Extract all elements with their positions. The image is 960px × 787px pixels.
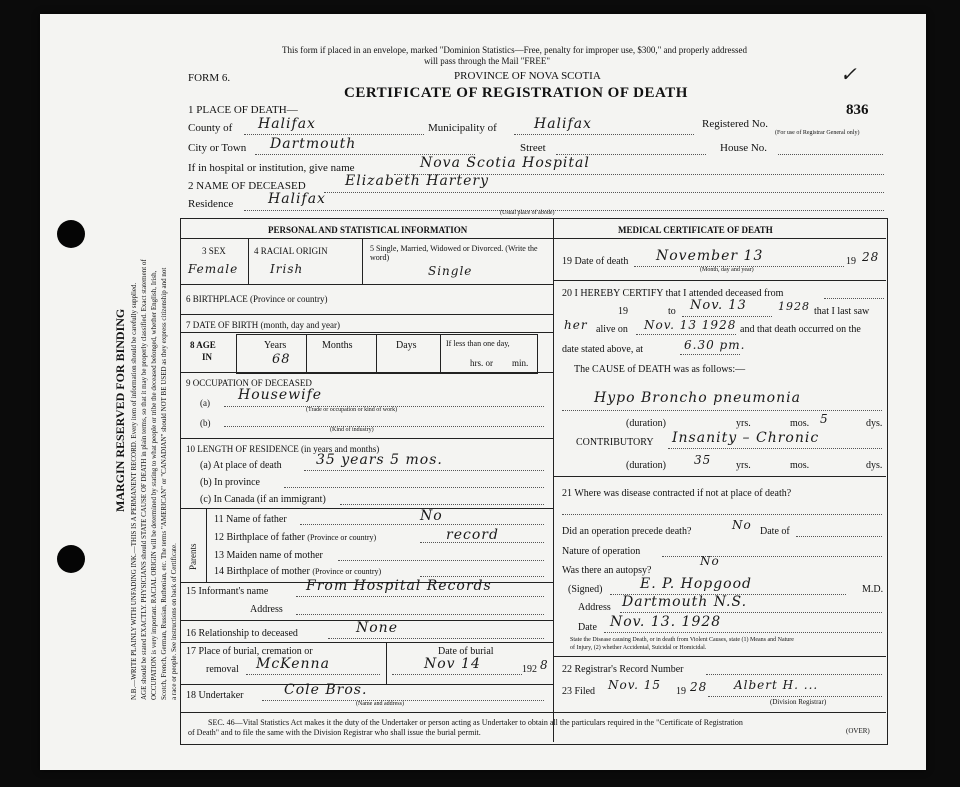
father-birthplace-label: 12 Birthplace of father (Province or country) [214,532,377,543]
city-value: Dartmouth [270,136,357,152]
personal-heading: PERSONAL AND STATISTICAL INFORMATION [268,225,468,235]
mos-label: mos. [790,418,810,429]
signed-label: (Signed) [568,584,603,595]
hospital-value: Nova Scotia Hospital [420,155,590,171]
registered-number: 836 [846,102,869,118]
to-year-value: 1928 [778,300,810,313]
marital-label: 5 Single, Married, Widowed or Divorced. (Write the word) [370,244,538,262]
in-province-label: (b) In province [200,477,260,488]
name-label: 2 NAME OF DECEASED [188,180,306,192]
sex-value: Female [188,262,239,276]
md-label: M.D. [862,584,884,595]
dys-label: dys. [866,460,883,471]
check-mark-icon: ✓ [840,62,858,86]
occupation-label: 9 OCCUPATION OF DECEASED [186,378,312,388]
registrar-record-label: 22 Registrar's Record Number [562,664,684,675]
months-label: Months [322,340,353,351]
margin-binding-label: MARGIN RESERVED FOR BINDING [113,308,127,512]
margin-instructions: Scotch, French, German, Russian, Ruthenian, etc. The terms "AMERICAN" or "CANADIAN" should NOT BE USED as they express citizenship and not [160,267,168,700]
mother-label: 13 Maiden name of mother [214,550,323,561]
relationship-value: None [356,620,398,636]
division-registrar-label: (Division Registrar) [770,698,827,706]
marital-value: Single [428,264,473,278]
dys-label: dys. [866,418,883,429]
age-label: 8 AGE [190,340,216,350]
father-birthplace-value: record [446,527,499,543]
registrar-signature: Albert H. ... [734,678,819,692]
over-label: (OVER) [846,727,870,735]
death-year-value: 28 [862,250,880,264]
to-label: to [668,306,676,317]
informant-label: 15 Informant's name [186,586,269,597]
at-place-value: 35 years 5 mos. [316,452,443,468]
removal-label: removal [206,664,239,675]
house-label: House No. [720,142,768,154]
last-saw-label: that I last saw [814,306,870,317]
operation-label: Did an operation precede death? [562,526,692,537]
parents-label: Parents [188,543,198,570]
undertaker-label: 18 Undertaker [186,690,244,701]
operation-value: No [732,518,752,532]
section-46-note: SEC. 46—Vital Statistics Act makes it the duty of the Undertaker or person acting as Undertaker to obtain all the particulars required in the "Certificate of Registration [208,718,743,727]
hospital-label: If in hospital or institution, give name [188,162,355,174]
date-stated-label: date stated above, at [562,344,644,355]
nature-operation-label: Nature of operation [562,546,641,557]
mother-birthplace-label: 14 Birthplace of mother (Province or country) [214,566,382,577]
burial-date-label: Date of burial [438,646,494,657]
contracted-label: 21 Where was disease contracted if not at place of death? [562,488,792,499]
registered-note: (For use of Registrar General only) [775,130,860,136]
mos-label: mos. [790,460,810,471]
min-label: min. [512,358,529,368]
death-date-value: November 13 [656,248,764,264]
informant-value: From Hospital Records [306,578,492,594]
father-value: No [420,508,443,524]
place-of-death-label: 1 PLACE OF DEATH— [188,104,298,116]
residence-value: Halifax [268,191,326,207]
relationship-label: 16 Relationship to deceased [186,628,298,639]
at-place-label: (a) At place of death [200,460,282,471]
county-value: Halifax [258,116,316,132]
days-label: Days [396,340,417,351]
cert-date-label: Date [578,622,597,633]
mail-notice: This form if placed in an envelope, marked "Dominion Statistics—Free, penalty for improper use, $300," and properly addressed [282,45,747,55]
burial-date-value: Nov 14 [424,656,481,672]
alive-on-label: alive on [596,324,628,335]
informant-address-label: Address [250,604,283,615]
to-date-value: Nov. 13 [690,298,747,313]
occ-b-label: (b) [200,418,211,428]
death-time-value: 6.30 pm. [684,338,746,352]
burial-place-label: 17 Place of burial, cremation or [186,646,313,657]
filed-year-value: 28 [690,680,708,694]
alive-date-value: Nov. 13 1928 [644,318,737,332]
cause-note: State the Disease causing Death, or in death from Violent Causes, state (1) Means and Nature [570,637,794,643]
racial-value: Irish [270,262,304,276]
province-title: PROVINCE OF NOVA SCOTIA [454,70,601,82]
birthplace-label: 6 BIRTHPLACE (Province or country) [186,294,328,304]
death-year-prefix: 19 [846,256,856,267]
residence-length-label: 10 LENGTH OF RESIDENCE (in years and months) [186,444,380,454]
occ-a-label: (a) [200,398,210,408]
cause-value: Hypo Broncho pneumonia [594,390,801,406]
street-label: Street [520,142,546,154]
sex-label: 3 SEX [202,246,226,256]
filed-date-value: Nov. 15 [608,678,661,692]
margin-instructions: AGE should be stated EXACTLY. PHYSICIANS should STATE CAUSE OF DEATH in plain terms, so that it may be properly classified. Exact statement of [140,259,148,700]
residence-note: (Usual place of abode) [500,210,555,216]
cause-label: The CAUSE of DEATH was as follows:— [574,364,746,375]
contributory-years-value: 35 [694,453,712,467]
yrs-label: yrs. [736,460,751,471]
cert-date-value: Nov. 13. 1928 [610,614,722,630]
city-label: City or Town [188,142,247,154]
death-date-hint: (Month, day and year) [700,267,754,273]
age-label-in: IN [202,352,213,362]
binding-hole [57,545,85,573]
municipality-label: Municipality of [428,122,497,134]
filed-label: 23 Filed [562,686,596,697]
burial-year-label: 192 [522,664,537,675]
burial-place-value: McKenna [256,656,330,672]
page-title: CERTIFICATE OF REGISTRATION OF DEATH [344,85,688,101]
occupation-value: Housewife [238,387,323,403]
yrs-label: yrs. [736,418,751,429]
undertaker-address-note: (Name and address) [356,701,404,707]
pronoun-value: her [564,318,588,332]
municipality-value: Halifax [534,116,592,132]
years-label: Years [264,340,287,351]
contributory-value: Insanity – Chronic [672,430,820,446]
physician-address-label: Address [578,602,611,613]
racial-label: 4 RACIAL ORIGIN [254,246,328,256]
hrs-label: hrs. or [470,358,493,368]
in-canada-label: (c) In Canada (if an immigrant) [200,494,326,505]
age-years-value: 68 [272,352,291,367]
county-label: County of [188,122,233,134]
medical-heading: MEDICAL CERTIFICATE OF DEATH [618,225,773,235]
occ-b-note: (Kind of industry) [330,427,374,433]
binding-hole [57,220,85,248]
less-than-day-label: If less than one day, [446,339,510,348]
occ-a-note: (Trade or occupation or kind of work) [306,407,398,413]
margin-instructions: OCCUPATION is very important. RACIAL ORIGIN will be determined by stating to what people or tribe the deceased belonged, whether English, Irish, [150,270,158,700]
physician-address-value: Dartmouth N.S. [622,594,748,610]
contributory-label: CONTRIBUTORY [576,437,654,448]
filed-year-prefix: 19 [676,686,686,697]
section-46-note: of Death" and to file the same with the Division Registrar who shall issue the burial permit. [188,728,481,737]
form-number: FORM 6. [188,72,231,84]
burial-year-value: 8 [540,658,549,672]
physician-signature: E. P. Hopgood [640,576,752,592]
autopsy-label: Was there an autopsy? [562,565,652,576]
margin-instructions: a race or people. See instructions on back of Certificate. [170,543,178,700]
certify-label: 20 I HEREBY CERTIFY that I attended deceased from [562,288,784,299]
residence-label: Residence [188,198,234,210]
operation-date-label: Date of [760,526,790,537]
cause-note: of Injury, (2) whether Accidental, Suicidal or Homicidal. [570,645,707,651]
from-year-prefix: 19 [618,306,628,317]
registered-label: Registered No. [702,118,768,130]
death-date-label: 19 Date of death [562,256,629,267]
father-label: 11 Name of father [214,514,287,525]
occurred-label: and that death occurred on the [740,324,861,335]
autopsy-value: No [700,554,720,568]
dob-label: 7 DATE OF BIRTH (month, day and year) [186,320,340,330]
mail-notice: will pass through the Mail "FREE" [424,56,551,66]
undertaker-value: Cole Bros. [284,682,368,698]
cause-days-value: 5 [820,412,829,426]
margin-instructions: N.B.—WRITE PLAINLY WITH UNFADING INK.—THIS IS A PERMANENT RECORD. Every item of information should be carefully supplied. [130,282,138,700]
duration-label: (duration) [626,418,666,429]
duration-label: (duration) [626,460,666,471]
deceased-name: Elizabeth Hartery [345,173,489,189]
